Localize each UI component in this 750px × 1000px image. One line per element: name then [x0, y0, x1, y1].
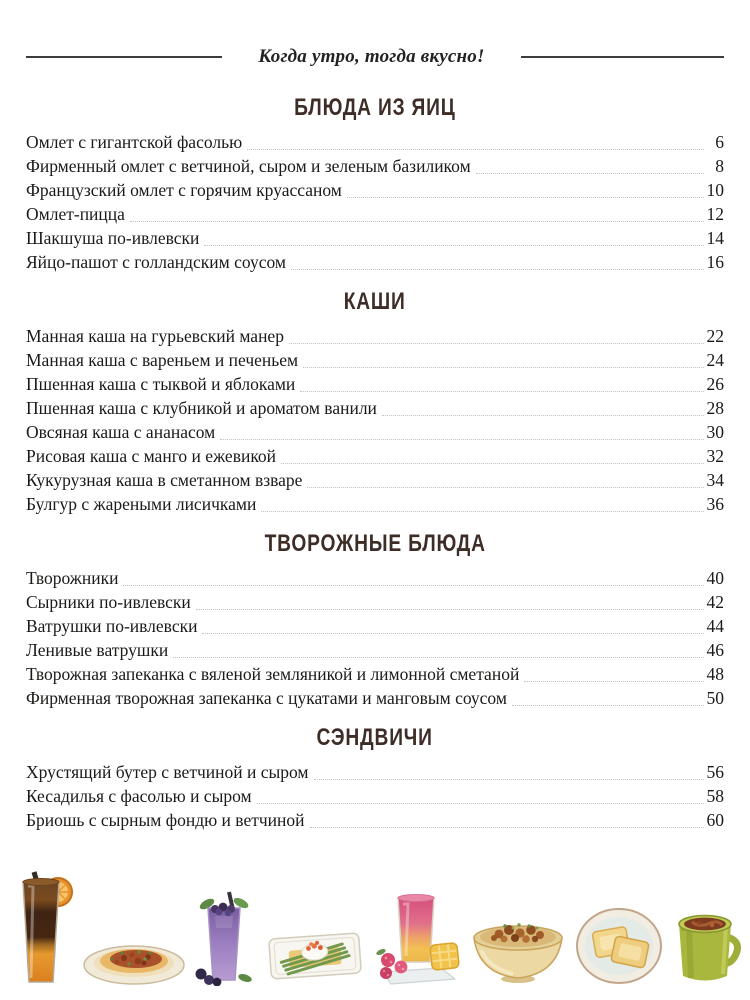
dot-leader [220, 439, 704, 440]
dot-leader [247, 149, 704, 150]
omelet-plate-illustration [82, 922, 186, 986]
entry-title: Шакшуша по-ивлевски [26, 228, 200, 248]
asparagus-caviar-toast-illustration [263, 922, 367, 986]
toc-entry [26, 154, 724, 178]
footer-illustrations [0, 864, 750, 986]
entry-title: Рисовая каша с манго и ежевикой [26, 446, 277, 466]
entry-page-number: 42 [706, 592, 724, 612]
entry-page-number: 12 [706, 204, 724, 224]
entry-page-number: 30 [706, 422, 724, 442]
dot-leader [130, 221, 704, 222]
entry-title: Манная каша на гурьевский манер [26, 326, 284, 346]
toc-entry [26, 348, 724, 372]
entry-title: Фирменная творожная запеканка с цукатами и манговым соусом [26, 688, 507, 708]
dot-leader [261, 511, 704, 512]
dot-leader [524, 681, 704, 682]
entry-page-number: 26 [706, 374, 724, 394]
dot-leader [512, 705, 704, 706]
page-header [0, 0, 750, 68]
entry-page-number: 28 [706, 398, 724, 418]
entry-page-number: 22 [706, 326, 724, 346]
section-title: СЭНДВИЧИ [316, 724, 434, 751]
entry-page-number: 58 [706, 786, 724, 806]
dot-leader [202, 633, 704, 634]
entry-title: Кесадилья с фасолью и сыром [26, 786, 252, 806]
toc-section [26, 530, 724, 710]
dot-leader [307, 487, 704, 488]
section-entries [26, 324, 724, 516]
dot-leader [303, 367, 704, 368]
entry-page-number: 6 [715, 132, 724, 152]
section-entries [26, 566, 724, 710]
dot-leader [257, 803, 704, 804]
entry-page-number: 56 [706, 762, 724, 782]
toc-entry [26, 662, 724, 686]
entry-title: Творожная запеканка с вяленой земляникой и лимонной сметаной [26, 664, 520, 684]
toc-entry [26, 566, 724, 590]
entry-page-number: 10 [706, 180, 724, 200]
toc-entry [26, 420, 724, 444]
dot-leader [204, 245, 704, 246]
entry-title: Ленивые ватрушки [26, 640, 169, 660]
dot-leader [310, 827, 704, 828]
toc [0, 94, 750, 832]
header-rule-left [26, 56, 222, 58]
dot-leader [123, 585, 704, 586]
toc-section [26, 288, 724, 516]
entry-page-number: 8 [715, 156, 724, 176]
book-motto: Когда утро, тогда вкусно! [258, 46, 485, 67]
section-entries [26, 130, 724, 274]
toc-entry [26, 130, 724, 154]
section-entries [26, 760, 724, 832]
toc-entry [26, 324, 724, 348]
entry-title: Хрустящий бутер с ветчиной и сыром [26, 762, 309, 782]
entry-title: Пшенная каша с тыквой и яблоками [26, 374, 296, 394]
section-title: КАШИ [344, 288, 406, 315]
toc-entry [26, 444, 724, 468]
toc-entry [26, 396, 724, 420]
entry-title: Манная каша с вареньем и печеньем [26, 350, 299, 370]
entry-page-number: 44 [706, 616, 724, 636]
entry-page-number: 60 [706, 810, 724, 830]
entry-page-number: 16 [706, 252, 724, 272]
iced-coffee-drink-illustration [8, 870, 74, 986]
toc-entry [26, 178, 724, 202]
entry-page-number: 36 [706, 494, 724, 514]
entry-page-number: 46 [706, 640, 724, 660]
toc-entry [26, 250, 724, 274]
dot-leader [382, 415, 704, 416]
entry-title: Кукурузная каша в сметанном взваре [26, 470, 303, 490]
entry-page-number: 34 [706, 470, 724, 490]
berry-mango-smoothie-illustration [375, 886, 461, 986]
toc-section [26, 724, 724, 832]
entry-title: Омлет с гигантской фасолью [26, 132, 243, 152]
entry-page-number: 40 [706, 568, 724, 588]
toc-entry [26, 468, 724, 492]
entry-title: Творожники [26, 568, 119, 588]
entry-page-number: 14 [706, 228, 724, 248]
toc-entry [26, 492, 724, 516]
entry-title: Пшенная каша с клубникой и ароматом ванили [26, 398, 377, 418]
entry-title: Ватрушки по-ивлевски [26, 616, 198, 636]
dot-leader [173, 657, 704, 658]
entry-title: Бриошь с сырным фондю и ветчиной [26, 810, 305, 830]
entry-title: Фирменный омлет с ветчиной, сыром и зеленым базиликом [26, 156, 471, 176]
dot-leader [300, 391, 704, 392]
entry-page-number: 48 [706, 664, 724, 684]
toc-entry [26, 202, 724, 226]
entry-page-number: 24 [706, 350, 724, 370]
cocoa-green-mug-illustration [672, 902, 742, 986]
toast-squares-plate-illustration [574, 904, 664, 986]
entry-title: Французский омлет с горячим круассаном [26, 180, 342, 200]
dot-leader [347, 197, 704, 198]
header-rule-right [521, 56, 724, 58]
toc-entry [26, 784, 724, 808]
dot-leader [476, 173, 704, 174]
entry-title: Омлет-пицца [26, 204, 125, 224]
dot-leader [314, 779, 705, 780]
toc-entry [26, 686, 724, 710]
mushroom-porridge-bowl-illustration [469, 906, 567, 986]
toc-entry [26, 226, 724, 250]
blueberry-smoothie-illustration [193, 888, 255, 986]
entry-title: Булгур с жареными лисичками [26, 494, 257, 514]
section-title: БЛЮДА ИЗ ЯИЦ [294, 94, 456, 121]
entry-title: Овсяная каша с ананасом [26, 422, 216, 442]
entry-page-number: 50 [706, 688, 724, 708]
entry-title: Яйцо-пашот с голландским соусом [26, 252, 286, 272]
toc-section [26, 94, 724, 274]
dot-leader [196, 609, 704, 610]
toc-entry [26, 614, 724, 638]
toc-entry [26, 638, 724, 662]
toc-entry [26, 590, 724, 614]
toc-entry [26, 372, 724, 396]
dot-leader [291, 269, 704, 270]
toc-entry [26, 808, 724, 832]
entry-title: Сырники по-ивлевски [26, 592, 191, 612]
dot-leader [289, 343, 704, 344]
section-title: ТВОРОЖНЫЕ БЛЮДА [264, 530, 486, 557]
dot-leader [281, 463, 704, 464]
entry-page-number: 32 [706, 446, 724, 466]
toc-entry [26, 760, 724, 784]
